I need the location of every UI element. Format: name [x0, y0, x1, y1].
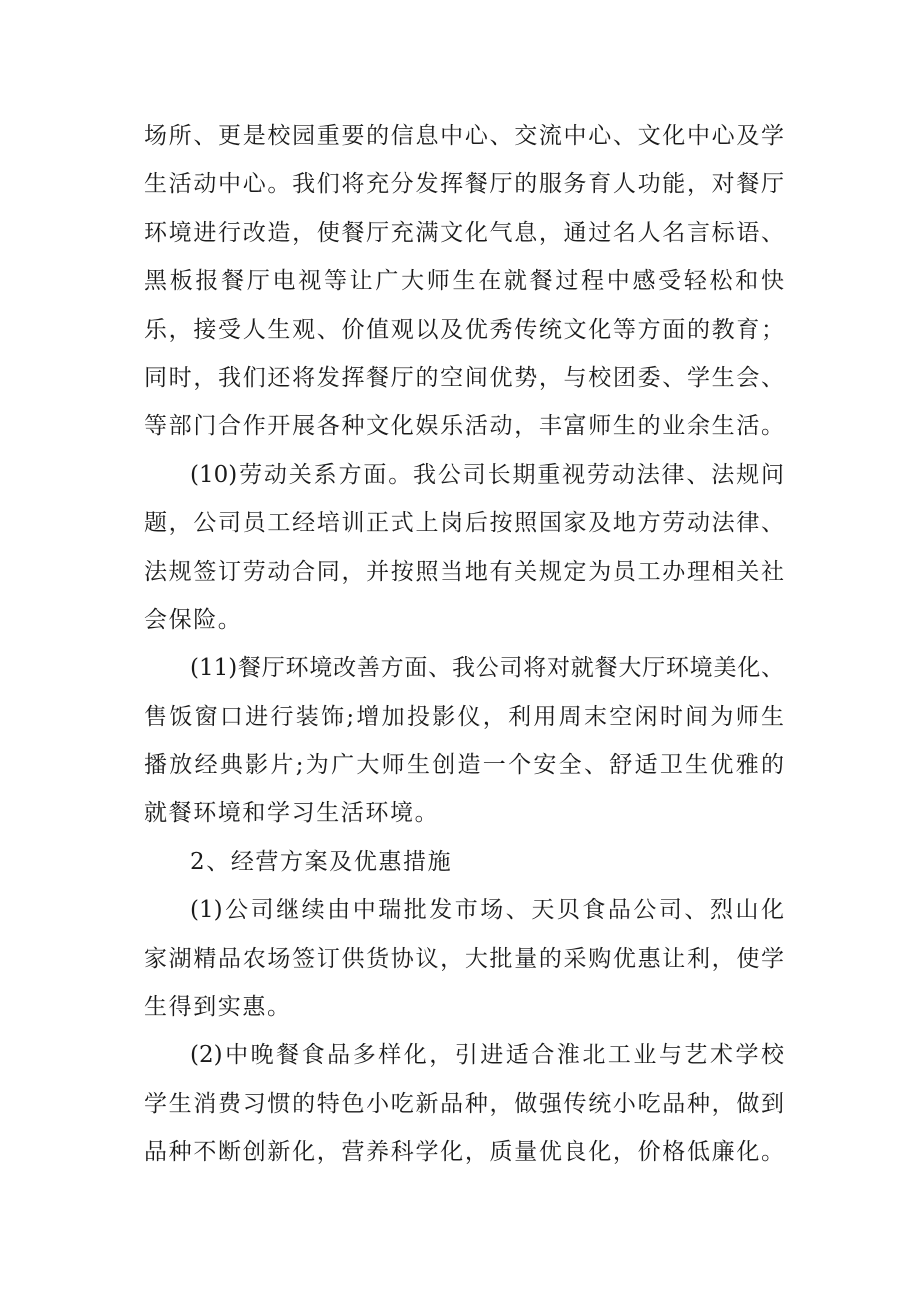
document-body	[144, 112, 784, 1177]
paragraph-line: (11)餐厅环境改善方面、我公司将对就餐大厅环境美化、	[190, 655, 784, 682]
paragraph-line: 生活动中心。我们将充分发挥餐厅的服务育人功能，对餐厅	[144, 171, 784, 198]
paragraph-line: 乐，接受人生观、价值观以及优秀传统文化等方面的教育；	[144, 316, 784, 343]
paragraph-line: 环境进行改造，使餐厅充满文化气息，通过名人名言标语、	[144, 219, 784, 246]
paragraph-line: 就餐环境和学习生活环境。	[144, 800, 440, 827]
paragraph-line: 同时，我们还将发挥餐厅的空间优势，与校团委、学生会、	[144, 364, 784, 391]
paragraph-line: 法规签订劳动合同，并按照当地有关规定为员工办理相关社	[144, 558, 784, 585]
paragraph-line: 生得到实惠。	[144, 994, 292, 1021]
paragraph-line: (1)公司继续由中瑞批发市场、天贝食品公司、烈山化	[190, 897, 784, 924]
paragraph-line: 题，公司员工经培训正式上岗后按照国家及地方劳动法律、	[144, 510, 784, 537]
paragraph-line: 黑板报餐厅电视等让广大师生在就餐过程中感受轻松和快	[144, 268, 784, 295]
paragraph-line: 家湖精品农场签订供货协议，大批量的采购优惠让利，使学	[144, 945, 784, 972]
section-heading: 2、经营方案及优惠措施	[190, 848, 453, 875]
paragraph-line: 等部门合作开展各种文化娱乐活动，丰富师生的业余生活。	[144, 413, 784, 440]
paragraph-line: 会保险。	[144, 606, 243, 633]
paragraph-line: 售饭窗口进行装饰;增加投影仪，利用周末空闲时间为师生	[144, 703, 784, 730]
paragraph-line: 学生消费习惯的特色小吃新品种，做强传统小吃品种，做到	[144, 1090, 784, 1117]
paragraph-line: (2)中晚餐食品多样化，引进适合淮北工业与艺术学校	[190, 1042, 784, 1069]
paragraph-line: 播放经典影片;为广大师生创造一个安全、舒适卫生优雅的	[144, 752, 784, 779]
paragraph-line: (10)劳动关系方面。我公司长期重视劳动法律、法规问	[190, 461, 784, 488]
paragraph-line: 品种不断创新化，营养科学化，质量优良化，价格低廉化。	[144, 1139, 784, 1166]
paragraph-line: 场所、更是校园重要的信息中心、交流中心、文化中心及学	[144, 123, 784, 149]
